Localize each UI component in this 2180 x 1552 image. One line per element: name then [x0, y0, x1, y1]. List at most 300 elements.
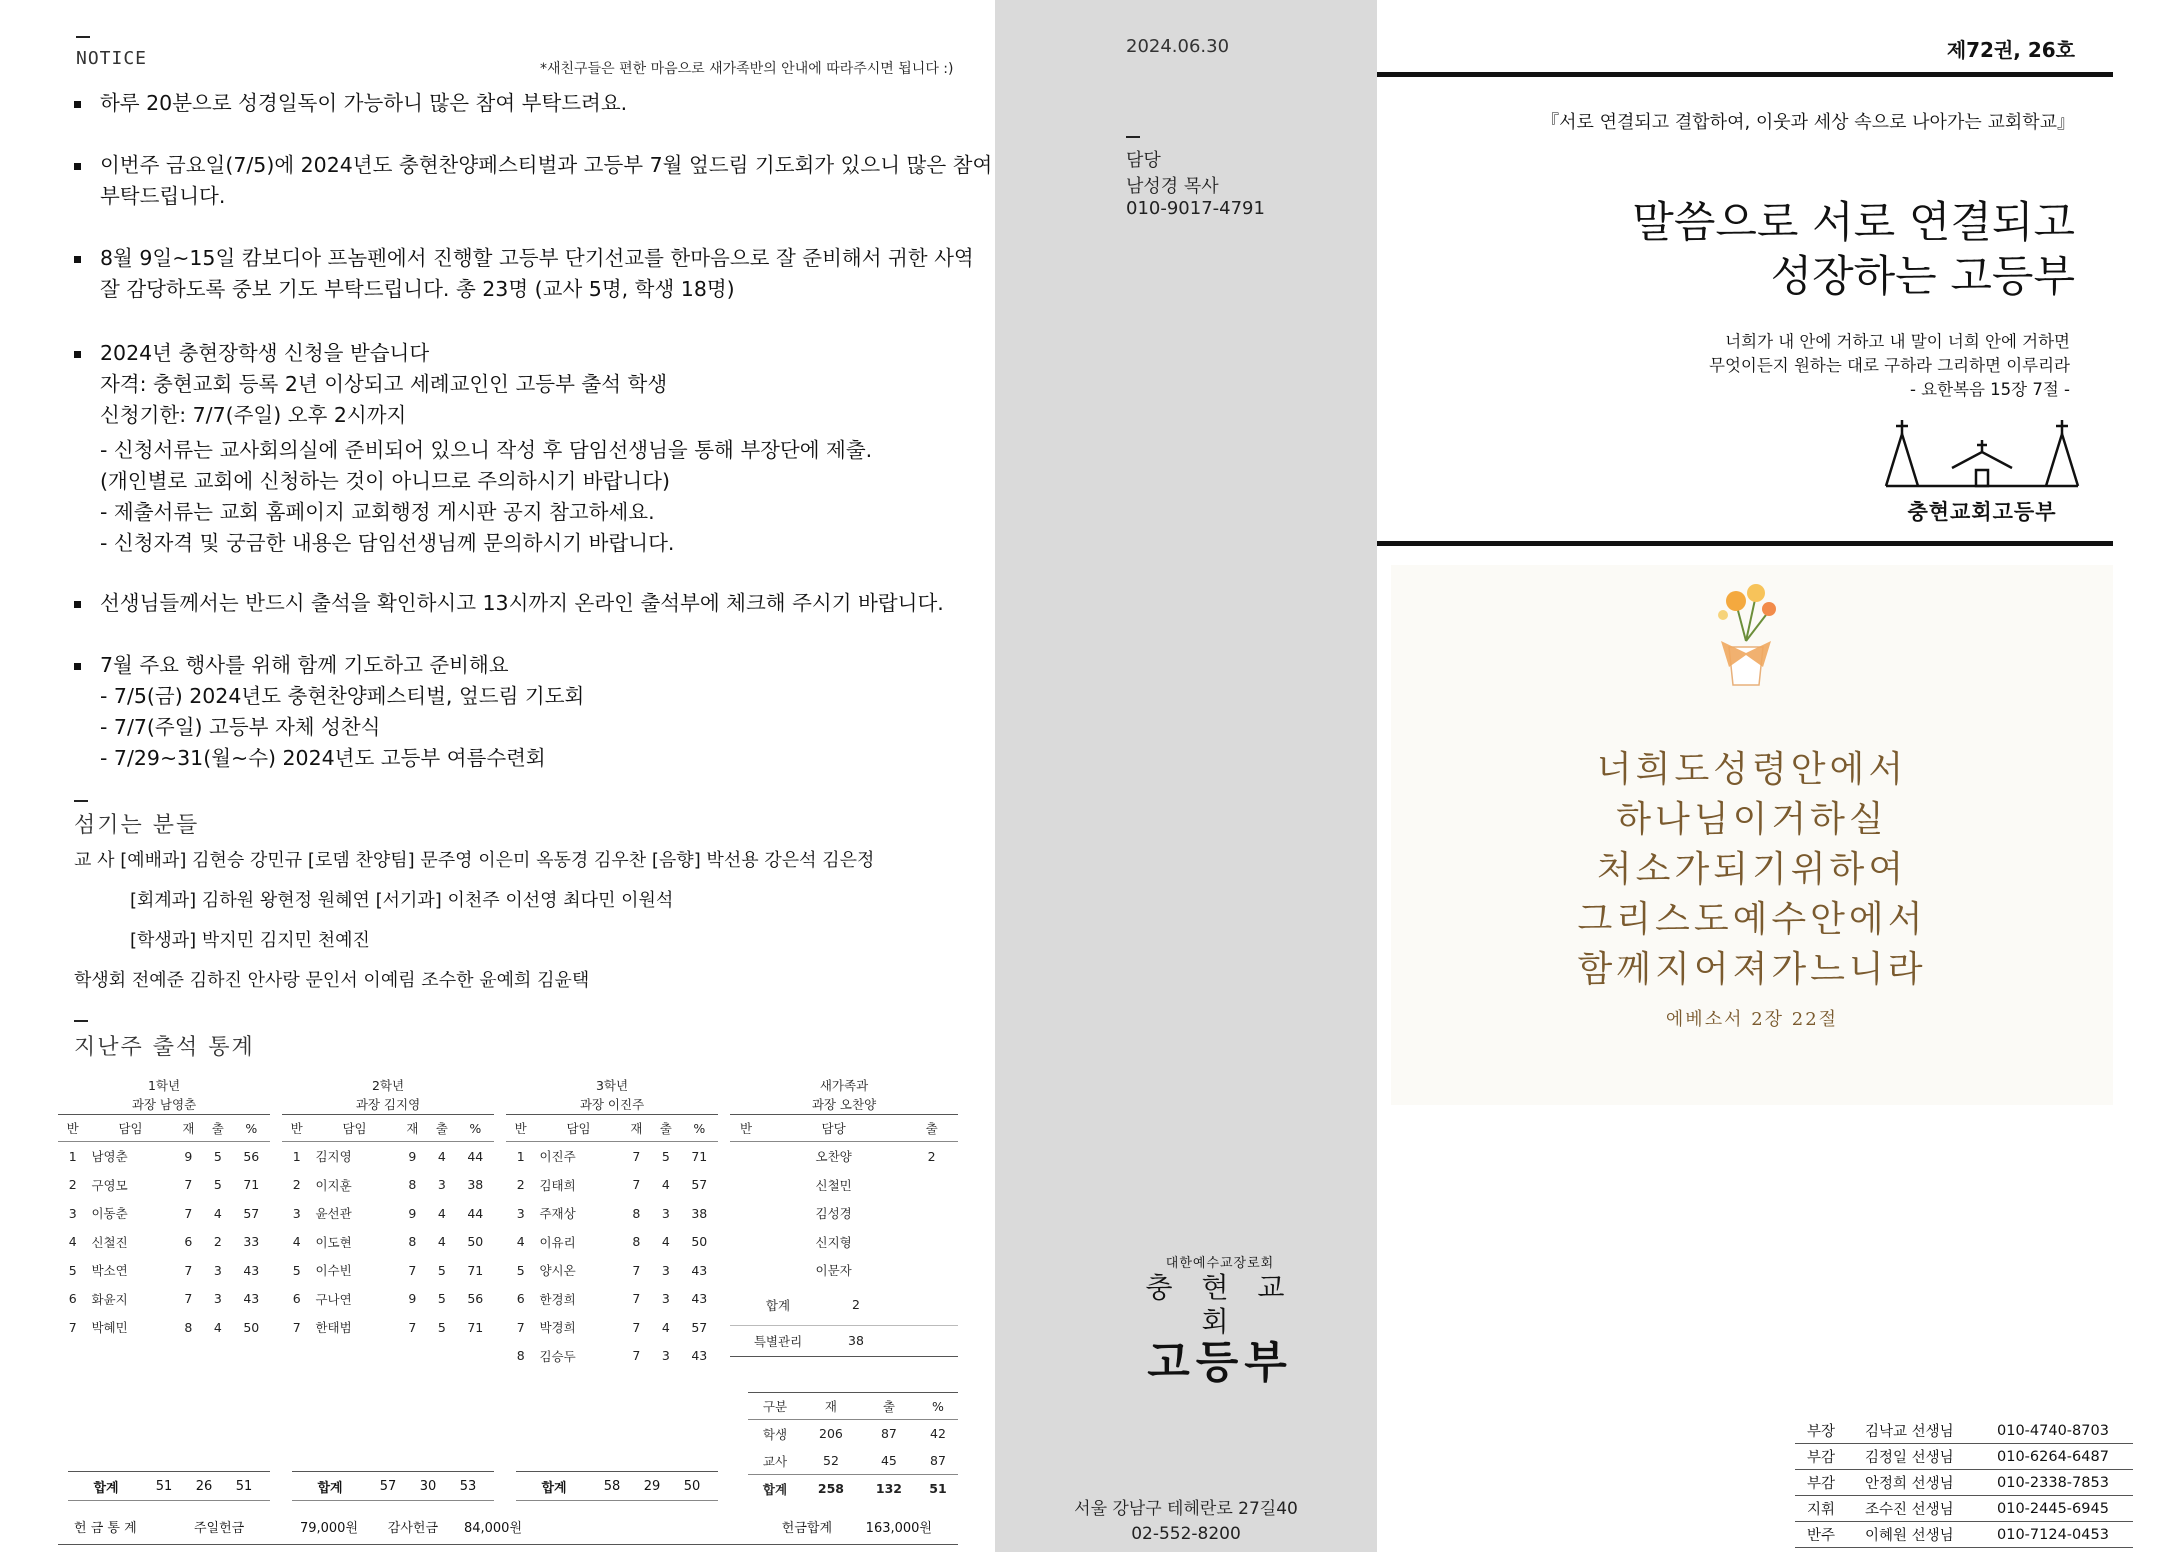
calligraphy-line: 함께지어져가느니라	[1577, 949, 1927, 990]
church-address: 서울 강남구 테헤란로 27길40	[1074, 1499, 1298, 1519]
table-row	[282, 1313, 494, 1342]
table-cell: 3	[661, 1262, 670, 1278]
headline-line: 성장하는 고등부	[1770, 252, 2075, 302]
col-header: 담임	[311, 1115, 397, 1142]
notice-item	[74, 650, 584, 774]
table-cell: 87	[930, 1453, 946, 1468]
middle-rule	[1377, 541, 2113, 546]
table-cell: 이동춘	[91, 1206, 128, 1222]
table-row	[58, 1171, 270, 1200]
table-row	[506, 1199, 718, 1228]
grade-total	[68, 1471, 270, 1501]
col-header: %	[681, 1115, 718, 1142]
total-label: 합계	[317, 1480, 343, 1496]
table-cell: 5	[292, 1262, 301, 1278]
special-label: 특별관리	[753, 1333, 803, 1349]
col-header: 구분	[748, 1393, 802, 1420]
col-header: 출	[427, 1115, 456, 1142]
table-cell: 44	[467, 1148, 484, 1164]
table-cell: 5	[213, 1177, 222, 1193]
table-cell: 교사	[762, 1453, 788, 1469]
table-cell: 2	[68, 1177, 77, 1193]
table-cell: 2	[292, 1177, 301, 1193]
table-cell: 3	[516, 1205, 525, 1221]
offering-row	[58, 1508, 958, 1545]
table-row	[282, 1199, 494, 1228]
newcomer-note: *새친구들은 편한 마음으로 새가족반의 안내에 따라주시면 됩니다 :)	[540, 61, 954, 77]
table-row	[506, 1228, 718, 1257]
table-cell	[905, 1228, 958, 1257]
summary-table	[748, 1392, 958, 1502]
table-cell: 5	[437, 1262, 446, 1278]
table-cell: 양시온	[539, 1263, 576, 1279]
table-row	[58, 1142, 270, 1171]
notice-line: - 신청자격 및 궁금한 내용은 담임선생님께 문의하시기 바랍니다.	[100, 531, 675, 555]
contact-cell: 부감	[1795, 1470, 1859, 1496]
table-row	[282, 1228, 494, 1257]
notice-line: - 7/7(주일) 고등부 자체 성찬식	[100, 715, 381, 739]
table-cell: 9	[184, 1148, 193, 1164]
col-header: 담임	[87, 1115, 173, 1142]
table-row	[730, 1171, 958, 1200]
notice-line: 7월 주요 행사를 위해 함께 기도하고 준비해요	[100, 653, 509, 677]
table-cell: 45	[880, 1453, 897, 1468]
table-cell	[730, 1142, 762, 1171]
motto: 『서로 연결되고 결합하여, 이웃과 세상 속으로 나아가는 교회학교』	[1541, 112, 2075, 133]
table-cell: 71	[467, 1319, 484, 1335]
grade-title: 3학년	[595, 1078, 629, 1093]
table-cell: 7	[408, 1319, 417, 1335]
table-cell: 구나연	[315, 1291, 352, 1307]
calligraphy-line: 너희도성령안에서	[1596, 749, 1908, 790]
table-cell: 4	[437, 1205, 446, 1221]
notice-line: 잘 감당하도록 중보 기도 부탁드립니다. 총 23명 (교사 5명, 학생 18명)	[100, 277, 735, 301]
table-row	[506, 1171, 718, 1200]
contact-cell: 이혜원 선생님	[1859, 1522, 1991, 1548]
col-header: 재	[174, 1115, 203, 1142]
servers-line: [회계과] 김하원 왕현정 원혜연 [서기과] 이천주 이선영 최다민 이원석	[130, 890, 674, 911]
offering-sunday-label: 주일헌금	[194, 1520, 245, 1536]
table-cell	[905, 1256, 958, 1285]
table-cell: 7	[184, 1291, 193, 1307]
offering-thanks-label: 감사헌금	[387, 1520, 438, 1536]
table-cell: 7	[292, 1319, 301, 1335]
table-cell: 43	[691, 1262, 708, 1278]
table-cell: 9	[408, 1205, 417, 1221]
cover-page	[1377, 0, 2180, 1552]
table-row	[282, 1142, 494, 1171]
table-cell: 7	[632, 1177, 641, 1193]
table-row	[730, 1199, 958, 1228]
notice-item	[74, 150, 992, 212]
total-value: 50	[683, 1478, 701, 1494]
table-cell: 2	[927, 1148, 936, 1164]
bulletin-date: 2024.06.30	[1126, 36, 1230, 57]
table-cell: 7	[184, 1262, 193, 1278]
table-cell: 38	[467, 1177, 484, 1193]
offering-thanks-value: 84,000원	[463, 1520, 522, 1536]
calligraphy-illustration	[1391, 565, 2113, 1105]
table-cell: 71	[467, 1262, 484, 1278]
contact-cell: 지휘	[1795, 1496, 1859, 1522]
table-row	[58, 1285, 270, 1314]
table-cell: 56	[467, 1291, 484, 1307]
table-cell: 3	[213, 1291, 222, 1307]
table-row	[506, 1142, 718, 1171]
grade-leader: 과장 김지영	[355, 1097, 421, 1112]
notice-line: 이번주 금요일(7/5)에 2024년도 충현찬양페스티벌과 고등부 7월 엎드림 기도회가 있으니 많은 참여	[100, 153, 993, 177]
contact-cell: 010-4740-8703	[1991, 1418, 2133, 1444]
table-cell: 4	[661, 1319, 670, 1335]
col-header: 재	[398, 1115, 427, 1142]
table-cell: 4	[661, 1234, 670, 1250]
table-cell: 33	[243, 1234, 260, 1250]
table-cell: 7	[632, 1291, 641, 1307]
grade-total	[292, 1471, 494, 1501]
contact-cell: 010-2338-7853	[1991, 1470, 2133, 1496]
table-cell: 9	[408, 1291, 417, 1307]
table-cell: 윤선관	[315, 1206, 352, 1222]
attendance-table	[58, 1114, 270, 1342]
offering-label: 헌 금 통 계	[74, 1520, 137, 1536]
total-value: 51	[235, 1478, 253, 1494]
special-care	[730, 1326, 958, 1357]
attendance-table	[282, 1114, 494, 1342]
divider-mark	[74, 1020, 88, 1022]
table-cell: 2	[516, 1177, 525, 1193]
table-cell: 4	[292, 1234, 301, 1250]
table-row	[748, 1475, 958, 1503]
col-header: 출	[203, 1115, 232, 1142]
table-cell: 박혜민	[91, 1320, 128, 1336]
table-cell: 6	[68, 1291, 77, 1307]
calligraphy-line: 그리스도예수안에서	[1577, 899, 1927, 940]
notice-item	[74, 338, 872, 559]
table-cell: 박소연	[91, 1263, 128, 1279]
table-cell: 7	[68, 1319, 77, 1335]
table-cell: 43	[691, 1291, 708, 1307]
notice-line: - 7/29~31(월~수) 2024년도 고등부 여름수련회	[100, 746, 546, 770]
table-cell: 2	[213, 1234, 222, 1250]
contact-row	[1795, 1418, 2133, 1444]
table-cell: 206	[819, 1426, 843, 1441]
table-cell: 김태희	[539, 1177, 576, 1193]
table-cell: 3	[437, 1177, 446, 1193]
servers-line: 교 사 [예배과] 김현승 강민규 [로뎀 찬양팀] 문주영 이은미 옥동경 김우찬 [음향] 박선용 강은석 김은정	[74, 850, 875, 871]
table-cell: 8	[184, 1319, 193, 1335]
table-cell: 43	[243, 1262, 260, 1278]
attendance-table	[506, 1114, 718, 1370]
table-cell: 57	[243, 1205, 260, 1221]
total-value: 53	[459, 1478, 477, 1494]
table-cell: 5	[437, 1291, 446, 1307]
table-cell: 박경희	[539, 1320, 576, 1336]
table-cell: 4	[661, 1177, 670, 1193]
total-value: 30	[419, 1478, 437, 1494]
top-rule	[1377, 72, 2113, 77]
notice-line: - 신청서류는 교사회의실에 준비되어 있으니 작성 후 담임선생님을 통해 부장단에 제출.	[100, 438, 873, 462]
table-cell: 화윤지	[91, 1291, 128, 1307]
table-cell: 44	[467, 1205, 484, 1221]
table-row	[506, 1285, 718, 1314]
contact-cell: 김낙교 선생님	[1859, 1418, 1991, 1444]
notice-line: 자격: 충현교회 등록 2년 이상되고 세례교인인 고등부 출석 학생	[100, 372, 668, 396]
table-row	[730, 1228, 958, 1257]
col-header: 반	[730, 1115, 762, 1142]
flower-vase-icon	[1701, 581, 1791, 691]
notice-item	[74, 243, 974, 305]
issue-number: 제72권, 26호	[1946, 38, 2075, 62]
divider-mark	[1126, 136, 1140, 138]
table-cell: 4	[213, 1205, 222, 1221]
contact-cell: 김정일 선생님	[1859, 1444, 1991, 1470]
table-cell: 이도현	[315, 1234, 352, 1250]
table-cell: 신철민	[815, 1177, 852, 1193]
col-header: 출	[905, 1115, 958, 1142]
contact-cell: 부장	[1795, 1418, 1859, 1444]
col-header: 반	[282, 1115, 311, 1142]
table-cell: 50	[243, 1319, 260, 1335]
grade-title: 새가족과	[819, 1078, 869, 1093]
notice-item	[74, 588, 944, 619]
table-cell: 8	[632, 1205, 641, 1221]
contact-cell: 010-2445-6945	[1991, 1496, 2133, 1522]
table-cell: 3	[68, 1205, 77, 1221]
table-cell: 김승두	[539, 1348, 576, 1364]
grade-table-1	[58, 1076, 270, 1342]
grade-title: 1학년	[147, 1078, 181, 1093]
col-header: 반	[506, 1115, 535, 1142]
table-cell: 3	[661, 1291, 670, 1307]
table-cell: 1	[516, 1148, 525, 1164]
table-cell: 57	[691, 1177, 708, 1193]
table-cell: 합계	[748, 1475, 802, 1503]
table-row	[730, 1142, 958, 1171]
table-cell: 38	[691, 1205, 708, 1221]
youth-logo	[1120, 1252, 1320, 1387]
table-cell: 87	[880, 1426, 897, 1441]
logo-youth: 고등부	[1147, 1337, 1293, 1388]
table-cell: 71	[243, 1177, 260, 1193]
offering-total-label: 헌금합계	[781, 1520, 832, 1536]
table-cell: 한태범	[315, 1320, 352, 1336]
table-row	[282, 1285, 494, 1314]
summary-grid	[748, 1392, 958, 1502]
divider-mark	[74, 800, 88, 802]
table-cell: 김성경	[815, 1206, 852, 1222]
table-cell: 이유리	[539, 1234, 576, 1250]
table-cell: 6	[516, 1291, 525, 1307]
sum-label: 합계	[765, 1297, 791, 1313]
table-cell: 42	[930, 1426, 946, 1441]
sum-value: 2	[852, 1297, 860, 1312]
table-cell: 1	[292, 1148, 301, 1164]
total-value: 51	[155, 1478, 173, 1494]
table-row	[282, 1256, 494, 1285]
table-cell: 7	[184, 1205, 193, 1221]
verse-reference: - 요한복음 15장 7절 -	[1909, 380, 2070, 399]
church-logo	[1882, 418, 2082, 524]
church-steeple-icon	[1882, 418, 2082, 490]
table-row	[58, 1313, 270, 1342]
notice-label: NOTICE	[76, 48, 148, 69]
table-cell	[730, 1228, 762, 1257]
calligraphy-line: 하나님이거하실	[1616, 799, 1888, 840]
table-row	[748, 1420, 958, 1448]
table-cell: 7	[184, 1177, 193, 1193]
table-cell: 4	[516, 1234, 525, 1250]
cover-spine	[995, 0, 1377, 1552]
divider-mark	[76, 36, 90, 38]
col-header: 반	[58, 1115, 87, 1142]
table-cell: 5	[437, 1319, 446, 1335]
table-cell: 신지형	[815, 1234, 852, 1250]
offering-total-value: 163,000원	[865, 1520, 932, 1536]
servers-line: [학생과] 박지민 김지민 천예진	[130, 930, 370, 951]
staff-contacts	[1795, 1418, 2133, 1548]
total-value: 58	[603, 1478, 621, 1494]
calligraphy-line: 처소가되기위하여	[1596, 849, 1908, 890]
table-cell	[905, 1171, 958, 1200]
table-cell: 8	[516, 1348, 525, 1364]
table-cell: 4	[68, 1234, 77, 1250]
table-cell: 43	[691, 1348, 708, 1364]
table-row	[58, 1256, 270, 1285]
notice-line: 선생님들께서는 반드시 출석을 확인하시고 13시까지 온라인 출석부에 체크해 주시기 바랍니다.	[100, 591, 944, 615]
verse-line: 무엇이든지 원하는 대로 구하라 그리하면 이루리라	[1709, 356, 2070, 375]
contact-row	[1795, 1496, 2133, 1522]
church-logo-text: 충현교회고등부	[1907, 500, 2057, 524]
table-row	[730, 1256, 958, 1285]
table-cell: 9	[408, 1148, 417, 1164]
notice-line: 부탁드립니다.	[100, 184, 226, 208]
table-cell: 4	[437, 1234, 446, 1250]
table-cell: 4	[437, 1148, 446, 1164]
notice-line: - 제출서류는 교회 홈페이지 교회행정 게시판 공지 참고하세요.	[100, 500, 655, 524]
table-row	[58, 1199, 270, 1228]
servers-line: 학생회 전예준 김하진 안사랑 문인서 이예림 조수한 윤예희 김윤택	[74, 970, 590, 991]
grade-total	[516, 1471, 718, 1501]
attendance-table	[730, 1114, 958, 1285]
total-value: 57	[379, 1478, 397, 1494]
table-row	[748, 1447, 958, 1475]
grade-table-3	[506, 1076, 718, 1370]
table-cell: 7	[516, 1319, 525, 1335]
table-cell: 5	[68, 1262, 77, 1278]
table-cell: 학생	[762, 1426, 788, 1442]
table-cell: 71	[691, 1148, 708, 1164]
table-cell: 57	[691, 1319, 708, 1335]
table-row	[506, 1313, 718, 1342]
table-cell: 7	[632, 1262, 641, 1278]
total-value: 29	[643, 1478, 661, 1494]
col-header: %	[457, 1115, 494, 1142]
contact-row	[1795, 1522, 2133, 1548]
table-cell: 한경희	[539, 1291, 576, 1307]
table-cell: 132	[860, 1475, 918, 1503]
table-cell: 8	[408, 1177, 417, 1193]
table-cell: 김지영	[315, 1149, 352, 1165]
table-cell: 8	[632, 1234, 641, 1250]
table-cell: 7	[632, 1148, 641, 1164]
logo-church: 충 현 교 회	[1145, 1271, 1295, 1338]
col-header: 출	[860, 1393, 918, 1420]
table-cell: 5	[213, 1148, 222, 1164]
table-cell: 구영모	[91, 1177, 128, 1193]
table-cell: 남영춘	[91, 1149, 128, 1165]
table-cell: 3	[213, 1262, 222, 1278]
calligraphy-text	[1391, 745, 2113, 1045]
col-header: %	[233, 1115, 270, 1142]
table-cell: 6	[184, 1234, 193, 1250]
table-cell: 이수빈	[315, 1263, 352, 1279]
table-cell	[905, 1199, 958, 1228]
table-cell: 이문자	[815, 1263, 852, 1279]
pastor-phone: 010-9017-4791	[1126, 198, 1265, 219]
logo-denomination: 대한예수교장로회	[1165, 1256, 1275, 1271]
table-cell: 56	[243, 1148, 260, 1164]
table-cell: 신철진	[91, 1234, 128, 1250]
table-cell: 3	[292, 1205, 301, 1221]
table-cell: 52	[823, 1453, 839, 1468]
table-row	[506, 1342, 718, 1371]
table-cell: 8	[408, 1234, 417, 1250]
table-cell: 51	[918, 1475, 958, 1503]
table-cell: 이지훈	[315, 1177, 352, 1193]
notice-line: 신청기한: 7/7(주일) 오후 2시까지	[100, 403, 407, 427]
table-cell: 1	[68, 1148, 77, 1164]
table-cell: 50	[467, 1234, 484, 1250]
table-cell: 오찬양	[815, 1149, 852, 1165]
table-cell: 7	[408, 1262, 417, 1278]
offering-sunday-value: 79,000원	[299, 1520, 358, 1536]
table-cell: 5	[661, 1148, 670, 1164]
col-header: 재	[622, 1115, 651, 1142]
contact-label: 담당	[1126, 150, 1161, 171]
table-cell	[730, 1199, 762, 1228]
col-header: 출	[651, 1115, 680, 1142]
notice-line: 하루 20분으로 성경일독이 가능하니 많은 참여 부탁드려요.	[100, 91, 628, 115]
servers-title: 섬기는 분들	[74, 813, 200, 838]
headline-line: 말씀으로 서로 연결되고	[1632, 198, 2075, 248]
table-cell: 4	[213, 1319, 222, 1335]
newfamily-sum	[730, 1285, 958, 1326]
col-header: 재	[802, 1393, 860, 1420]
newfamily-table	[730, 1076, 958, 1357]
contact-cell: 010-7124-0453	[1991, 1522, 2133, 1548]
table-cell	[730, 1171, 762, 1200]
pastor-name: 남성경 목사	[1126, 176, 1219, 197]
notice-line: - 7/5(금) 2024년도 충현찬양페스티벌, 엎드림 기도회	[100, 684, 585, 708]
notice-line: (개인별로 교회에 신청하는 것이 아니므로 주의하시기 바랍니다)	[100, 469, 670, 493]
table-cell: 주재상	[539, 1206, 576, 1222]
table-cell: 43	[243, 1291, 260, 1307]
table-cell: 이진주	[539, 1149, 576, 1165]
grade-table-2	[282, 1076, 494, 1342]
church-tel: 02-552-8200	[1131, 1524, 1241, 1544]
grade-title: 2학년	[371, 1078, 405, 1093]
table-cell: 3	[661, 1348, 670, 1364]
notice-item	[74, 88, 627, 119]
table-row	[282, 1171, 494, 1200]
table-cell: 7	[632, 1319, 641, 1335]
table-cell	[730, 1256, 762, 1285]
col-header: 담임	[535, 1115, 621, 1142]
table-cell: 7	[632, 1348, 641, 1364]
table-cell: 6	[292, 1291, 301, 1307]
contact-cell: 조수진 선생님	[1859, 1496, 1991, 1522]
col-header: 담당	[762, 1115, 905, 1142]
